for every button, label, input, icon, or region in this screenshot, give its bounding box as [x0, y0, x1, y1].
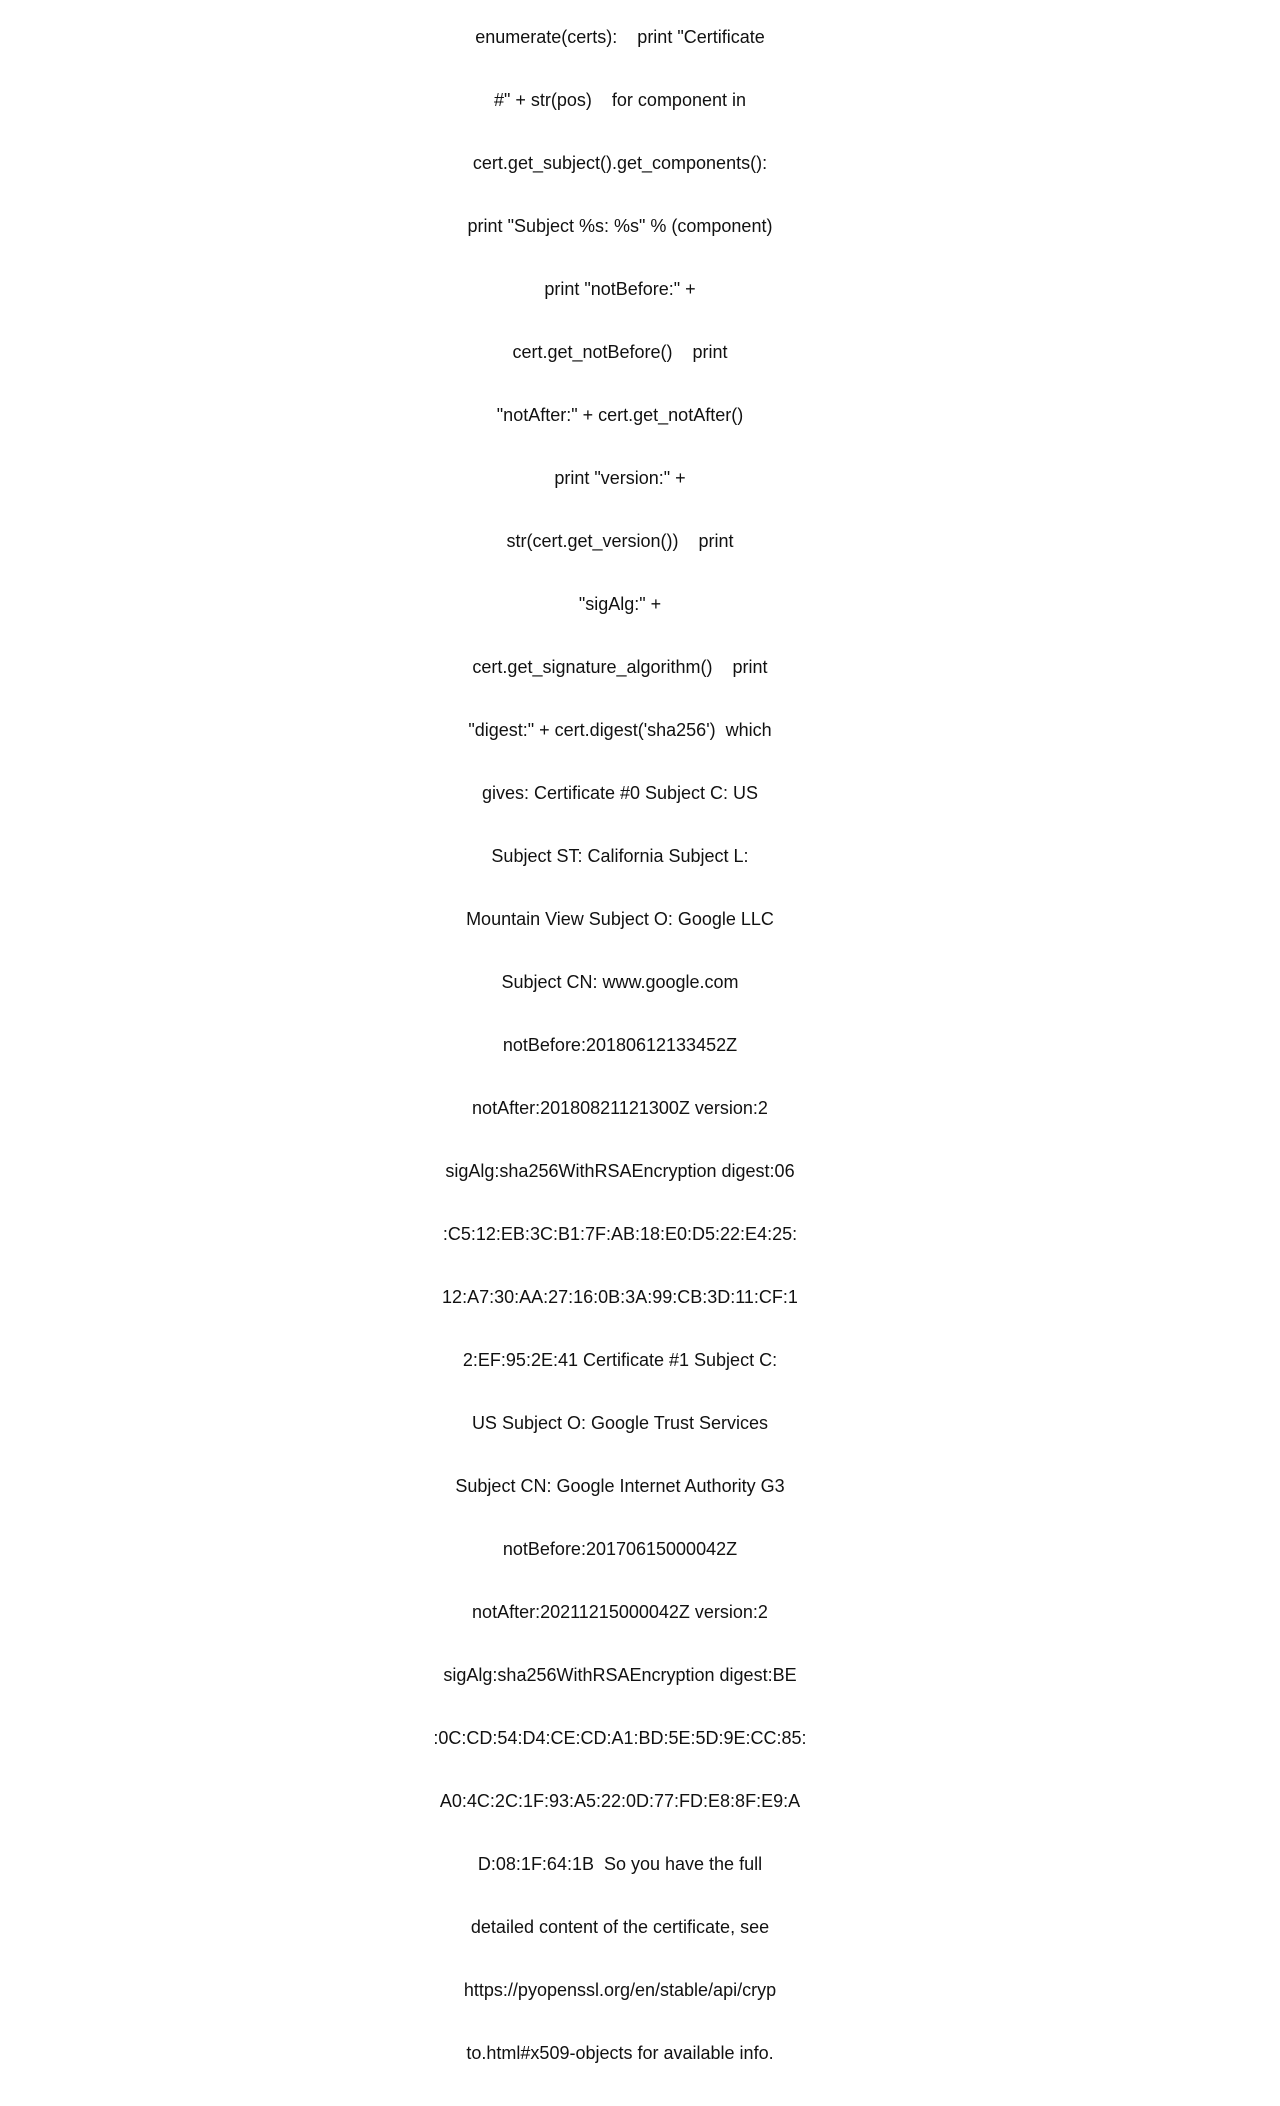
text-line: 12:A7:30:AA:27:16:0B:3A:99:CB:3D:11:CF:1	[442, 1287, 798, 1307]
text-line: sigAlg:sha256WithRSAEncryption digest:BE	[443, 1665, 797, 1685]
text-line: cert.get_notBefore() print	[512, 342, 728, 362]
text-line: str(cert.get_version()) print	[506, 531, 734, 551]
text-line: Mountain View Subject O: Google LLC	[466, 909, 774, 929]
text-line: :0C:CD:54:D4:CE:CD:A1:BD:5E:5D:9E:CC:85:	[433, 1728, 807, 1748]
text-line: notBefore:20180612133452Z	[502, 1035, 738, 1055]
text-line: :C5:12:EB:3C:B1:7F:AB:18:E0:D5:22:E4:25:	[442, 1224, 798, 1244]
text-line: print "version:" +	[554, 468, 686, 488]
text-line: notAfter:20180821121300Z version:2	[472, 1098, 768, 1118]
text-line: Subject CN: Google Internet Authority G3	[455, 1476, 785, 1496]
text-line: 2:EF:95:2E:41 Certificate #1 Subject C:	[462, 1350, 778, 1370]
text-line: detailed content of the certificate, see	[470, 1917, 770, 1937]
text-line: notAfter:20211215000042Z version:2	[472, 1602, 768, 1622]
text-line: gives: Certificate #0 Subject C: US	[481, 783, 759, 803]
text-line: sigAlg:sha256WithRSAEncryption digest:06	[445, 1161, 795, 1181]
text-line: D:08:1F:64:1B So you have the full	[477, 1854, 763, 1874]
text-line: Subject ST: California Subject L:	[491, 846, 749, 866]
text-line: cert.get_subject().get_components():	[472, 153, 768, 173]
text-line: cert.get_signature_algorithm() print	[472, 657, 768, 677]
link-line: to.html#x509-objects for available info.	[466, 2043, 774, 2063]
text-line: "digest:" + cert.digest('sha256') which	[468, 720, 772, 740]
text-line: "notAfter:" + cert.get_notAfter()	[496, 405, 744, 425]
link-line: https://pyopenssl.org/en/stable/api/cryp	[463, 1980, 777, 2000]
text-line: "sigAlg:" +	[578, 594, 662, 614]
text-line: enumerate(certs): print "Certificate	[475, 27, 765, 47]
text-line: notBefore:20170615000042Z	[502, 1539, 738, 1559]
text-line: US Subject O: Google Trust Services	[471, 1413, 769, 1433]
text-line: #" + str(pos) for component in	[494, 90, 746, 110]
text-line: A0:4C:2C:1F:93:A5:22:0D:77:FD:E8:8F:E9:A	[439, 1791, 801, 1811]
text-line: print "Subject %s: %s" % (component)	[467, 216, 773, 236]
text-line: Subject CN: www.google.com	[501, 972, 739, 992]
text-line: print "notBefore:" +	[544, 279, 696, 299]
